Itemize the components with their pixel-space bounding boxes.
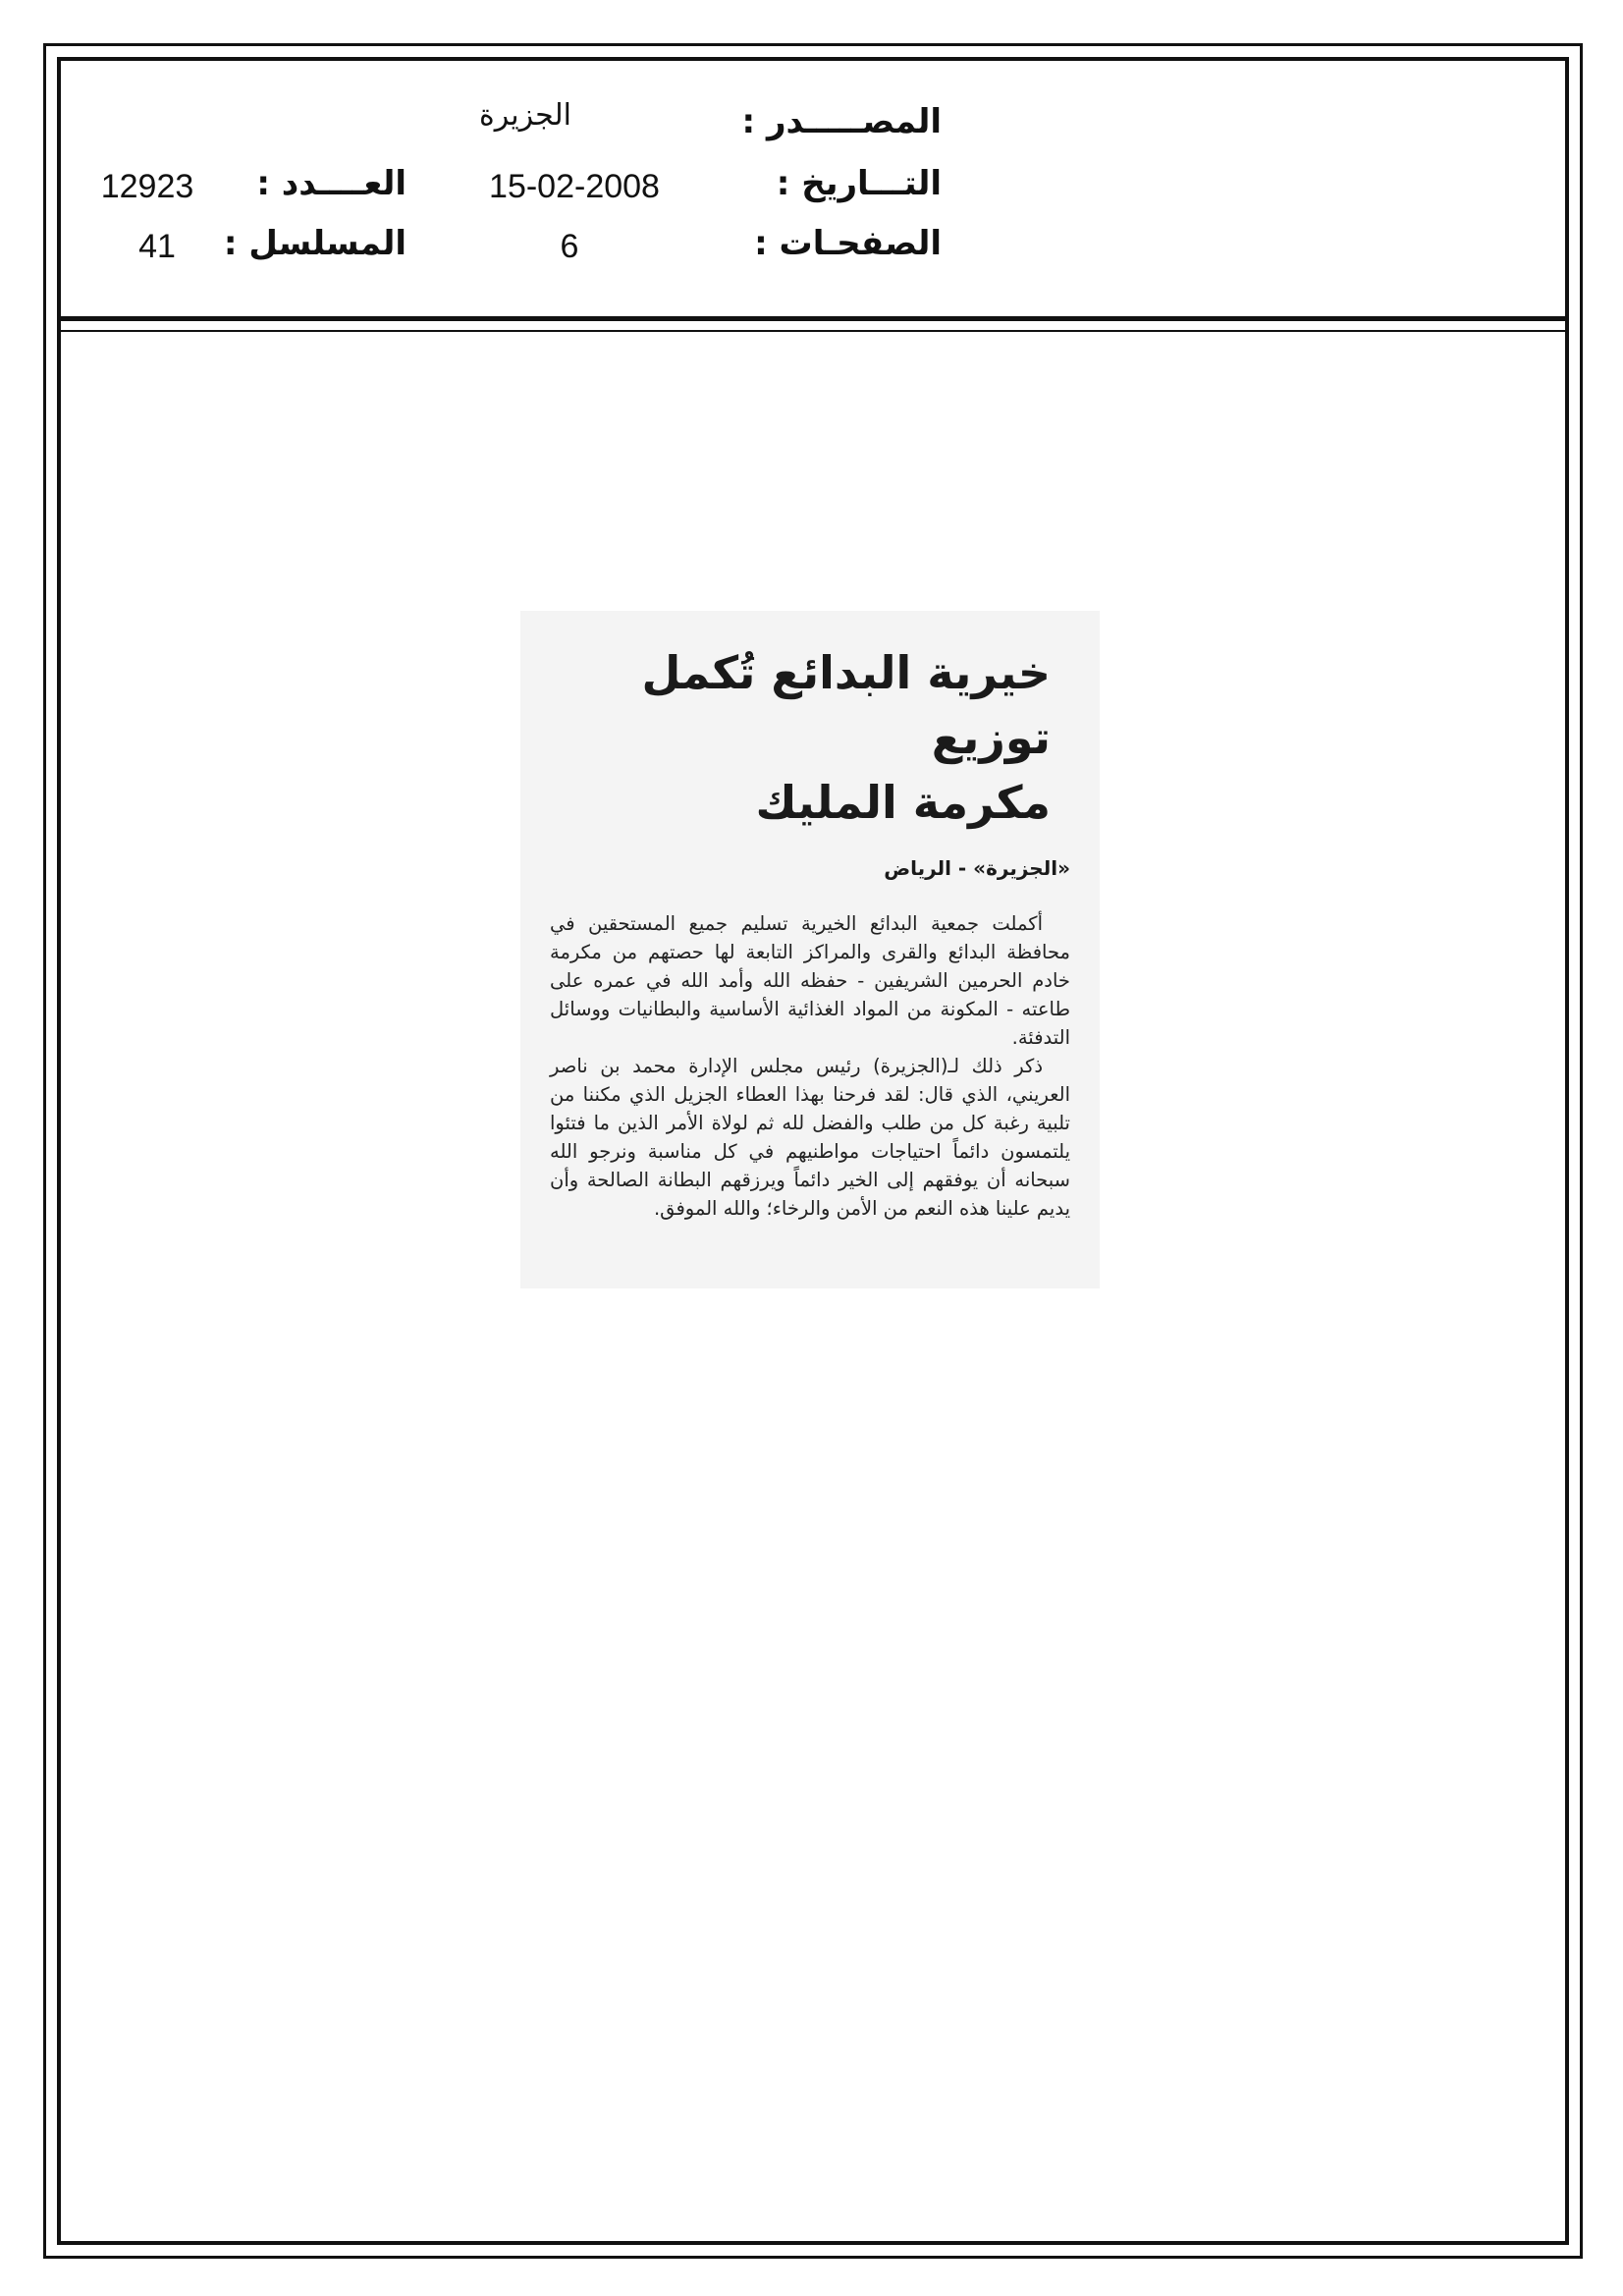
article-title-line-1: خيرية البدائع تُكمل توزيع	[641, 646, 1051, 764]
article-body	[550, 909, 1070, 1223]
date-label: التـــاريخ :	[776, 164, 942, 203]
serial-value: 41	[138, 228, 176, 265]
issue-value: 12923	[100, 168, 194, 205]
article-paragraph-2: ذكر ذلك لـ(الجزيرة) رئيس مجلس الإدارة محمد بن ناصر العريني، الذي قال: لقد فرحنا بهذا العطاء الجزيل الذي مكننا من تلبية رغبة كل من طلب والفضل لله ثم لولاة الأمر الذين ما فتئوا يلتمسون دائماً احتياجات مواطنيهم في كل مناسبة ونرجو الله سبحانه أن يوفقهم إلى الخير دائماً ويرزقهم البطانة الصالحة وأن يديم علينا هذه النعم من الأمن والرخاء؛ والله الموفق.	[550, 1055, 1070, 1220]
pages-value: 6	[560, 228, 579, 265]
issue-label: العــــدد :	[256, 164, 406, 203]
article-paragraph-1: أكملت جمعية البدائع الخيرية تسليم جميع المستحقين في محافظة البدائع والقرى والمراكز التابعة لها حصتهم من مكرمة خادم الحرمين الشريفين - حفظه الله وأمد الله في عمره على طاعته - المكونة من المواد الغذائية الأساسية والبطانيات ووسائل التدفئة.	[550, 912, 1070, 1049]
pages-label: الصفحـات :	[754, 224, 942, 263]
article-title	[550, 640, 1051, 835]
serial-label: المسلسل :	[223, 224, 406, 263]
source-value: الجزيرة	[478, 98, 571, 133]
header-divider-thin	[57, 330, 1569, 332]
header-divider	[57, 316, 1569, 321]
date-value: 15-02-2008	[489, 168, 660, 205]
article-title-line-2: مكرمة المليك	[755, 776, 1051, 829]
newspaper-clipping	[520, 611, 1100, 1288]
article-byline: «الجزيرة» - الرياض	[884, 856, 1070, 880]
source-label: المصـــــدر :	[741, 102, 942, 141]
